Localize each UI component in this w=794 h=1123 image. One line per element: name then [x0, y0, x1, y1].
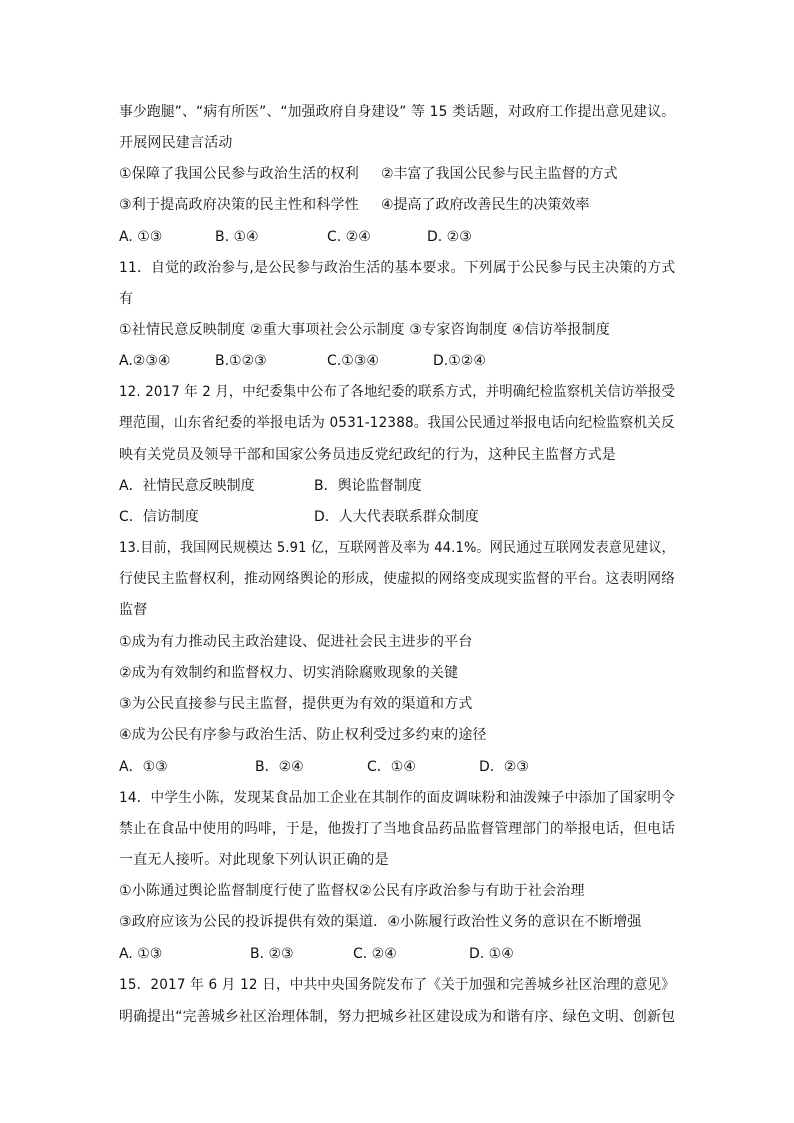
- q12-option-b: B．舆论监督制度: [314, 478, 422, 494]
- q14-line-2: 禁止在食品中使用的吗啡，于是，他拨打了当地食品药品监督管理部门的举报电话，但电话: [119, 821, 676, 837]
- q14-statement-1: ①小陈通过舆论监督制度行使了监督权②公民有序政治参与有助于社会治理: [119, 883, 585, 899]
- q13-statement-1: ①成为有力推动民主政治建设、促进社会民主进步的平台: [119, 634, 473, 650]
- intro-statement-2: ②丰富了我国公民参与民主监督的方式: [381, 166, 618, 182]
- q13-statement-2: ②成为有效制约和监督权力、切实消除腐败现象的关键: [119, 665, 459, 681]
- q14-option-d: D. ①④: [469, 946, 514, 962]
- q13-option-b: B．②④: [255, 759, 304, 775]
- intro-option-d: D. ②③: [427, 229, 472, 245]
- q11-statements: ①社情民意反映制度 ②重大事项社会公示制度 ③专家咨询制度 ④信访举报制度: [119, 322, 610, 338]
- q12-option-a: A．社情民意反映制度: [119, 478, 255, 494]
- q11-line-2: 有: [119, 291, 134, 307]
- intro-option-c: C. ②④: [327, 229, 371, 245]
- q14-option-a: A. ①③: [119, 946, 163, 962]
- q13-option-c: C．①④: [367, 759, 416, 775]
- q15-line-2: 明确提出“完善城乡社区治理体制，努力把城乡社区建设成为和谐有序、绿色文明、创新包: [119, 1009, 676, 1025]
- q12-option-c: C．信访制度: [119, 509, 199, 525]
- q12-line-3: 映有关党员及领导干部和国家公务员违反党纪政纪的行为，这种民主监督方式是: [119, 447, 616, 463]
- intro-statement-1: ①保障了我国公民参与政治生活的权利: [119, 166, 359, 182]
- q12-option-d: D．人大代表联系群众制度: [314, 509, 479, 525]
- q14-line-1: 14．中学生小陈，发现某食品加工企业在其制作的面皮调味粉和油泼辣子中添加了国家明令: [119, 790, 675, 806]
- q13-line-3: 监督: [119, 602, 148, 618]
- q14-line-3: 一直无人接听。对此现象下列认识正确的是: [119, 852, 389, 868]
- q13-line-2: 行使民主监督权利，推动网络舆论的形成，使虚拟的网络变成现实监督的平台。这表明网络: [119, 571, 676, 587]
- q13-option-d: D．②③: [479, 759, 529, 775]
- q11-line-1: 11．自觉的政治参与,是公民参与政治生活的基本要求。下列属于公民参与民主决策的方式: [119, 260, 676, 276]
- intro-statement-3: ③利于提高政府决策的民主性和科学性: [119, 197, 359, 213]
- q13-option-a: A．①③: [119, 759, 168, 775]
- intro-statement-4: ④提高了政府改善民生的决策效率: [381, 197, 590, 213]
- intro-line-2: 开展网民建言活动: [119, 135, 233, 151]
- q14-option-c: C. ②④: [353, 946, 397, 962]
- q12-line-1: 12. 2017 年 2 月，中纪委集中公布了各地纪委的联系方式，并明确纪检监察机关信访举报受: [119, 384, 675, 400]
- q11-option-b: B.①②③: [215, 353, 267, 369]
- q13-statement-3: ③为公民直接参与民主监督，提供更为有效的渠道和方式: [119, 696, 473, 712]
- q13-statement-4: ④成为公民有序参与政治生活、防止权利受过多约束的途径: [119, 727, 487, 743]
- q15-line-1: 15．2017 年 6 月 12 日，中共中央国务院发布了《关于加强和完善城乡社区治理的意见》: [119, 977, 676, 993]
- q11-option-a: A.②③④: [119, 353, 171, 369]
- q14-option-b: B. ②③: [250, 946, 294, 962]
- intro-option-a: A. ①③: [119, 229, 163, 245]
- q13-line-1: 13.目前，我国网民规模达 5.91 亿，互联网普及率为 44.1%。网民通过互联网发表意见建议，: [119, 540, 675, 556]
- q12-line-2: 理范围，山东省纪委的举报电话为 0531-12388。我国公民通过举报电话向纪检监察机关反: [119, 415, 675, 431]
- intro-option-b: B. ①④: [215, 229, 259, 245]
- q11-option-d: D.①②④: [433, 353, 486, 369]
- q11-option-c: C.①③④: [327, 353, 379, 369]
- q14-statement-2: ③政府应该为公民的投诉提供有效的渠道．④小陈履行政治性义务的意识在不断增强: [119, 914, 642, 930]
- intro-line-1: 事少跑腿”、“病有所医”、“加强政府自身建设” 等 15 类话题，对政府工作提出意见建议。: [119, 104, 676, 120]
